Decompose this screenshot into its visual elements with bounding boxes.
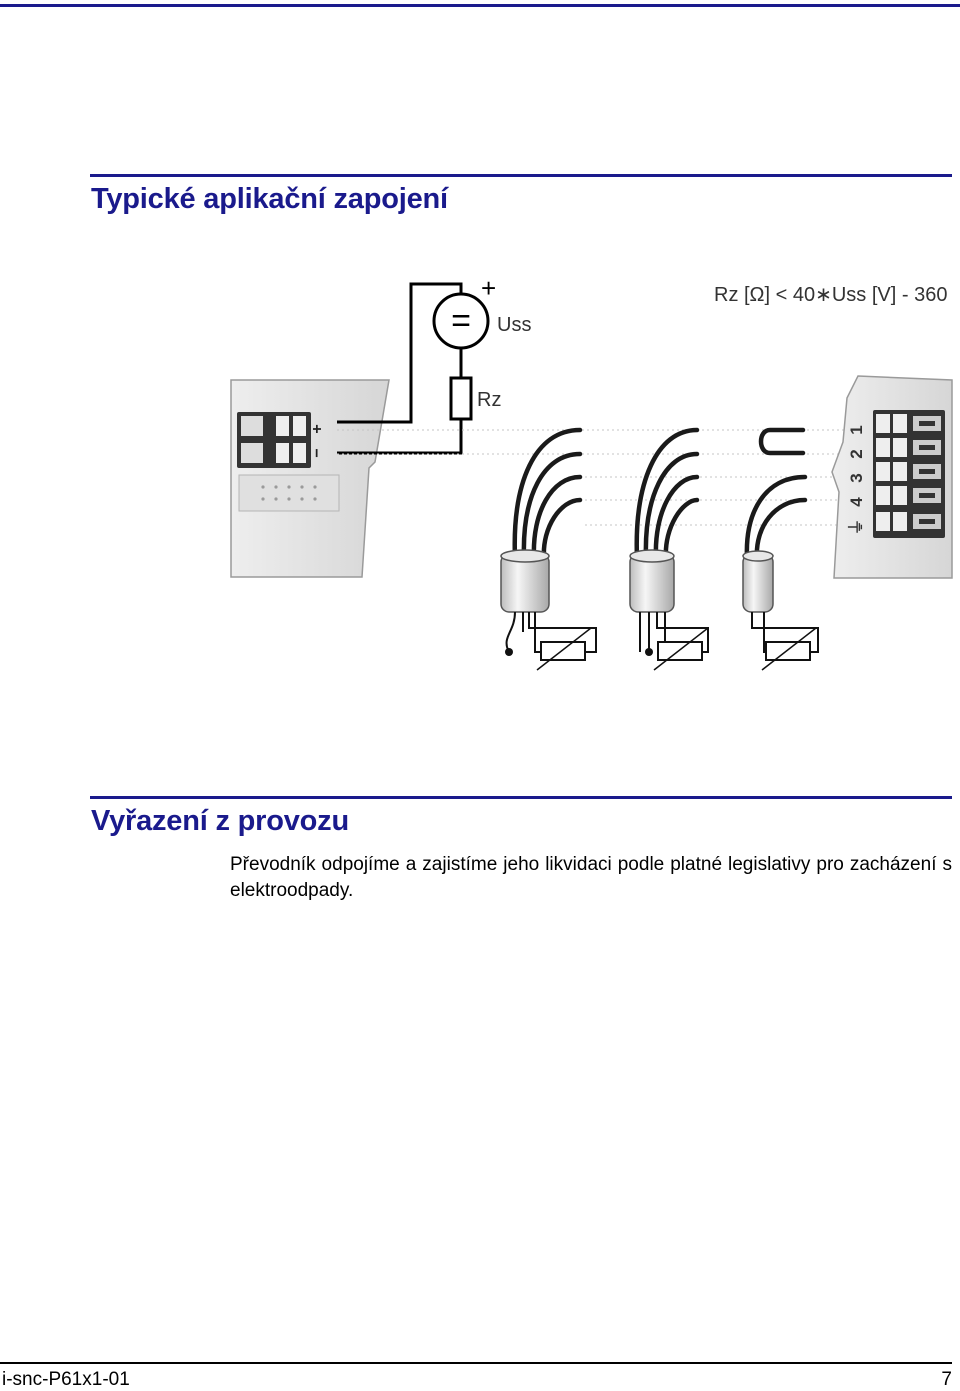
- load-resistance-formula: Rz [Ω] < 40∗Uss [V] - 360: [714, 284, 948, 306]
- decommissioning-text: Převodník odpojíme a zajistíme jeho likvidaci podle platné legislativy pro zacházení s elektroodpady.: [230, 854, 952, 901]
- footer-doc-id: i-snc-P61x1-01: [2, 1369, 130, 1390]
- section-title-wiring: Typické aplikační zapojení: [91, 183, 448, 215]
- guide-lines: [337, 430, 857, 525]
- resistor-icon: [451, 378, 471, 419]
- wiring-diagram: [225, 272, 960, 702]
- voltage-source-equals: =: [451, 302, 471, 340]
- resistor-label: Rz: [477, 389, 502, 411]
- cable-sleeves: [501, 550, 773, 612]
- section-title-decommissioning: Vyřazení z provozu: [91, 805, 349, 837]
- plus-sign: +: [481, 273, 497, 303]
- section-rule: [90, 174, 952, 177]
- thermistor-icons: [537, 628, 816, 670]
- ground-node-icon: [505, 648, 513, 656]
- footer-rule: [0, 1362, 952, 1364]
- top-rule: [0, 4, 960, 7]
- terminal-label-2: 2: [847, 449, 866, 459]
- source-label: Uss: [497, 314, 532, 336]
- terminal-label-3: 3: [847, 473, 866, 483]
- section-rule: [90, 796, 952, 799]
- terminal-plus-label: +: [309, 424, 326, 434]
- terminal-label-1: 1: [847, 425, 866, 435]
- terminal-block: [832, 376, 952, 578]
- footer-page-number: 7: [941, 1369, 952, 1390]
- ground-icon: ⏚: [847, 518, 866, 536]
- ground-node-icon: [645, 648, 653, 656]
- transmitter-panel: [231, 380, 389, 577]
- terminal-minus-label: −: [309, 448, 326, 458]
- sensor-wires: [515, 430, 805, 558]
- terminal-label-4: 4: [847, 497, 866, 507]
